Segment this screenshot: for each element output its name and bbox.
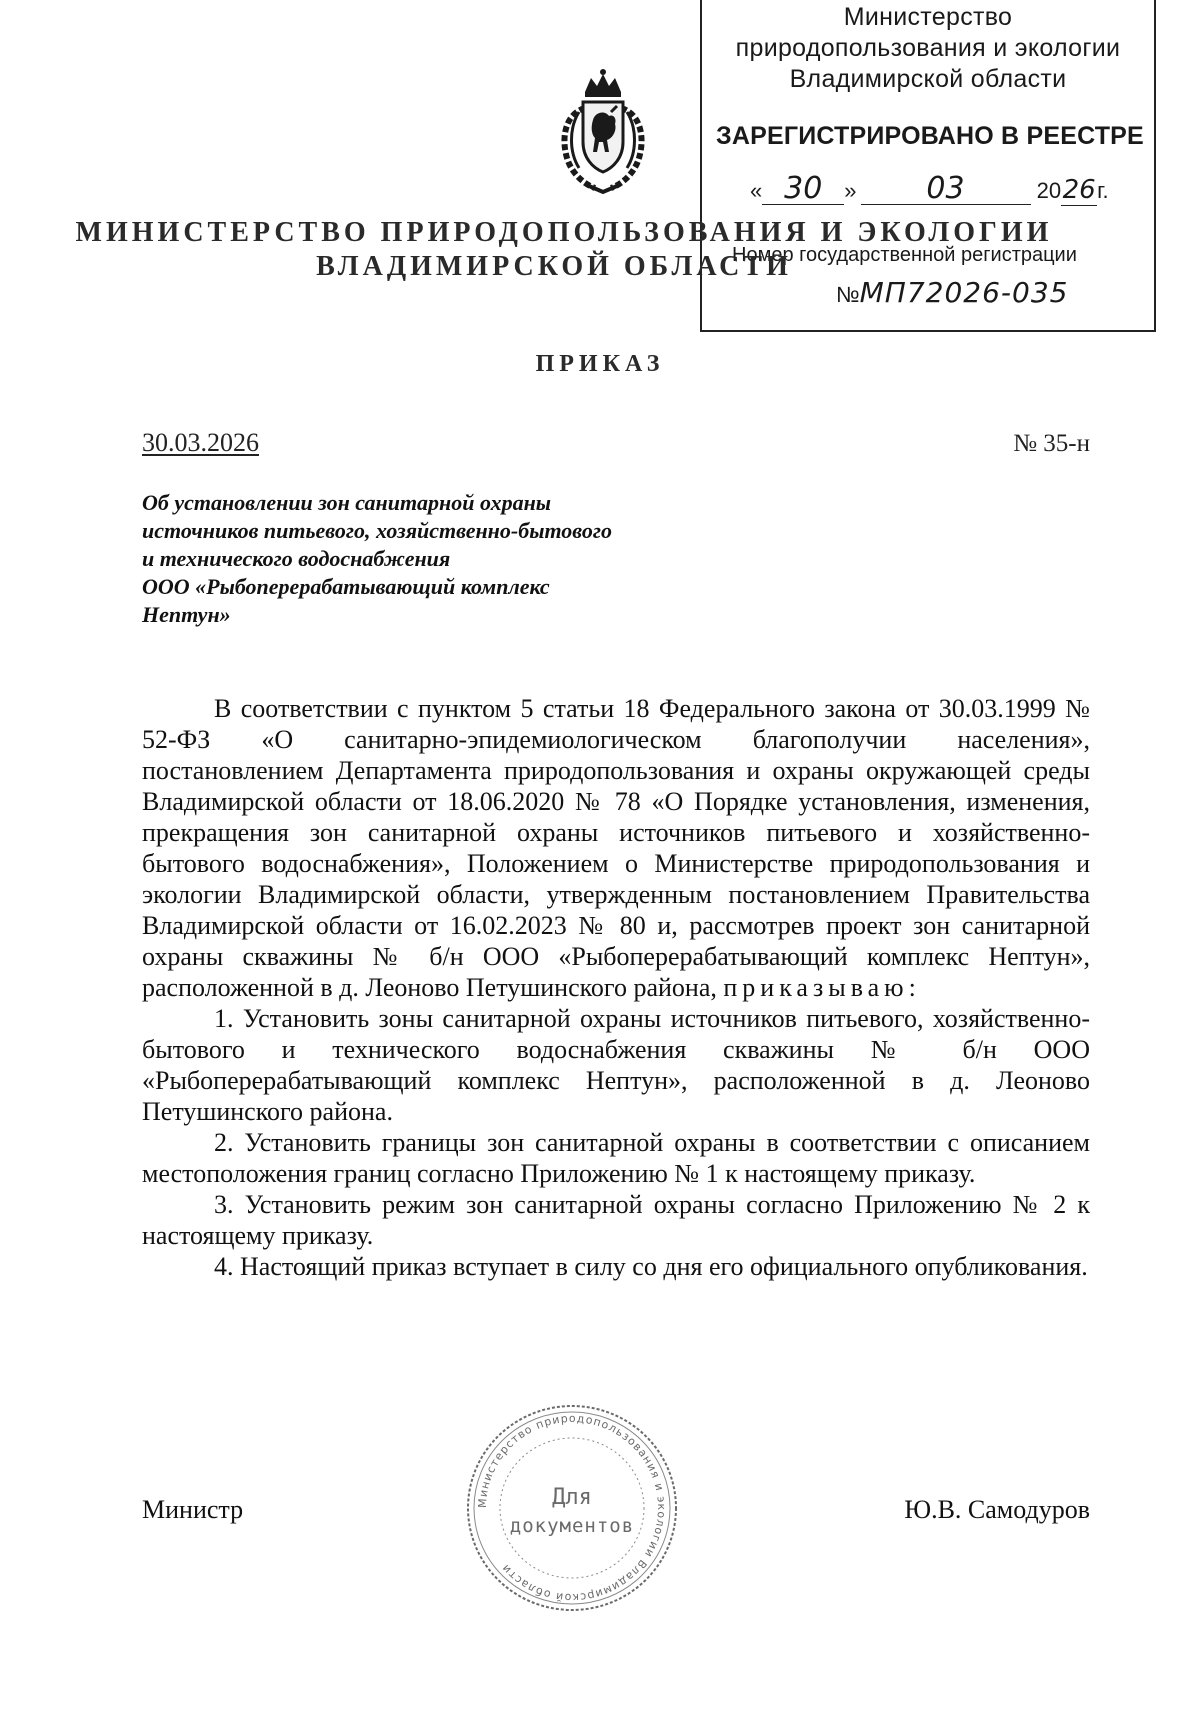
coat-of-arms-icon — [555, 68, 651, 196]
preamble-text: В соответствии с пунктом 5 статьи 18 Федерального закона от 30.03.1999 № 52-ФЗ «О санитарно-эпидемиологическом благополучии населения», постановлением Департамента природопользования и охраны окружающей среды Владимирской области от 18.06.2020 № 78 «О Порядке установления, изменения, прекращения зон санитарной охраны источников питьевого и хозяйственно-бытового водоснабжения», Положением о Министерстве природопользования и экологии Владимирской области, утвержденным постановлением Правительства Владимирской области от 16.02.2023 № 80 и, рассмотрев проект зон санитарной охраны скважины № б/н ООО «Рыбоперерабатывающий комплекс Нептун», расположенной в д. Леоново Петушинского района, — [142, 694, 1090, 1002]
stamp-reg-number-label: Номер государственной регистрации — [732, 244, 1077, 266]
document-date: 30.03.2026 — [142, 428, 259, 457]
subject-line: ООО «Рыбоперерабатывающий комплекс — [142, 574, 550, 599]
stamp-quote-close: » — [844, 178, 857, 203]
document-body — [142, 693, 1090, 1282]
document-number: № 35-н — [1013, 430, 1090, 457]
subject-line: Нептун» — [142, 602, 231, 627]
order-item-2: 2. Установить границы зон санитарной охраны в соответствии с описанием местоположения границ согласно Приложению № 1 к настоящему приказу. — [142, 1128, 1090, 1188]
stamp-registration-date — [750, 171, 1109, 206]
seal-ring-text: Министерство природопользования и экологии Владимирской области — [475, 1411, 669, 1605]
document-type: ПРИКАЗ — [535, 351, 665, 377]
order-item-3: 3. Установить режим зон санитарной охраны согласно Приложению № 2 к настоящему приказу. — [142, 1190, 1090, 1250]
subject-line: Об установлении зон санитарной охраны — [142, 490, 552, 515]
stamp-reg-number: МП72026-035 — [859, 276, 1069, 309]
stamp-org-line: природопользования и экологии — [735, 34, 1121, 62]
order-word: приказываю: — [723, 973, 921, 1002]
signatory-title: Министр — [142, 1495, 244, 1524]
preamble-paragraph — [142, 693, 1090, 1003]
stamp-year-suffix: 26 — [1062, 175, 1096, 205]
stamp-day: 30 — [762, 174, 844, 205]
stamp-year-prefix: 20 — [1036, 178, 1062, 203]
stamp-organization — [702, 2, 1154, 95]
subject-line: и технического водоснабжения — [142, 546, 451, 571]
stamp-org-line: Министерство — [843, 3, 1013, 31]
order-item-1: 1. Установить зоны санитарной охраны источников питьевого, хозяйственно-бытового и технического водоснабжения скважины № б/н ООО «Рыбоперерабатывающий комплекс Нептун», расположенной в д. Леоново Петушинского района. — [142, 1004, 1090, 1126]
stamp-number-sign: № — [836, 282, 860, 307]
official-seal — [462, 1400, 682, 1616]
ministry-name-line2: ВЛАДИМИРСКОЙ ОБЛАСТИ — [316, 251, 792, 282]
stamp-quote-open: « — [750, 178, 763, 203]
order-item-4: 4. Настоящий приказ вступает в силу со дня его официального опубликования. — [214, 1252, 1088, 1281]
stamp-month: 03 — [861, 174, 1031, 205]
stamp-year-letter: г. — [1097, 178, 1109, 203]
signatory-name: Ю.В. Самодуров — [904, 1495, 1090, 1524]
document-subject — [142, 489, 702, 629]
seal-center-line1: Для — [552, 1485, 592, 1510]
ministry-name-line1: МИНИСТЕРСТВО ПРИРОДОПОЛЬЗОВАНИЯ И ЭКОЛОГИИ — [75, 217, 1053, 248]
seal-center-line2: документов — [509, 1515, 635, 1537]
stamp-registered-label: ЗАРЕГИСТРИРОВАНО В РЕЕСТРЕ — [716, 122, 1144, 150]
stamp-org-line: Владимирской области — [789, 65, 1067, 93]
subject-line: источников питьевого, хозяйственно-бытового — [142, 518, 612, 543]
